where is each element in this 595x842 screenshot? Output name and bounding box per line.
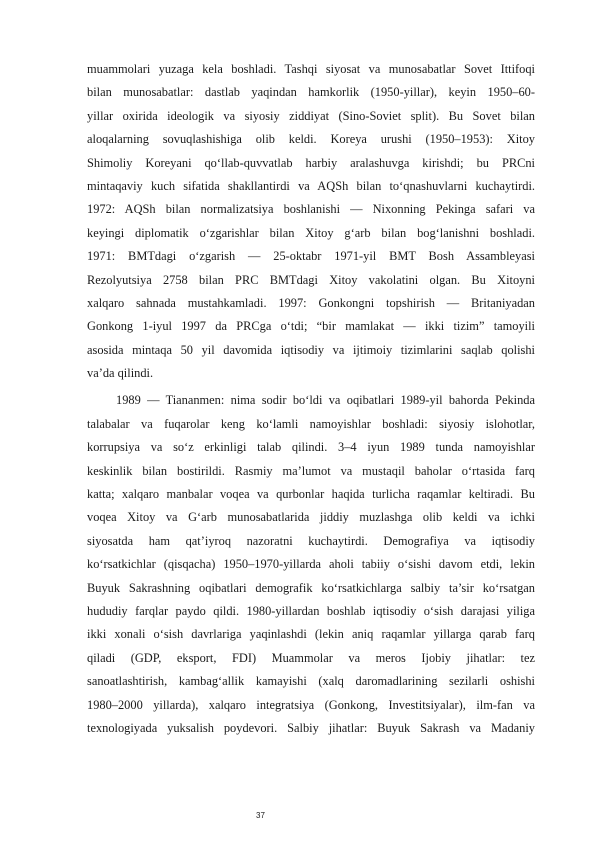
- text-line: 1980–2000 yillarda), xalqaro integratsiya (Gonkong, Investitsiyalar), ilm-fan va: [87, 697, 535, 712]
- text-line: va’da qilindi.: [87, 366, 154, 381]
- text-line: mintaqaviy kuch sifatida shakllantirdi va AQSh bilan to‘qnashuvlarni kuchaytirdi.: [87, 178, 535, 193]
- text-line: asosida mintaqa 50 yil davomida iqtisodiy va ijtimoiy tizimlarini saqlab qolishi: [87, 342, 535, 357]
- text-line: bilan munosabatlar: dastlab yaqindan hamkorlik (1950-yillar), keyin 1950–60-: [87, 85, 535, 100]
- text-line: sanoatlashtirish, kambag‘allik kamayishi (xalq daromadlarining sezilarli oshishi: [87, 674, 535, 689]
- text-line: yillar oxirida ideologik va siyosiy ziddiyat (Sino-Soviet split). Bu Sovet bilan: [87, 108, 535, 123]
- text-line: xalqaro sahnada mustahkamladi. 1997: Gonkongni topshirish — Britaniyadan: [87, 295, 535, 310]
- text-line: ikki xonali o‘sish davrlariga yaqinlashdi (lekin aniq raqamlar yillarga qarab farq: [87, 627, 535, 642]
- text-line: Gonkong 1-iyul 1997 da PRCga o‘tdi; “bir mamlakat — ikki tizim” tamoyili: [87, 319, 535, 334]
- text-line: hududiy farqlar paydo qildi. 1980-yillardan boshlab iqtisodiy o‘sish darajasi yiliga: [87, 603, 535, 618]
- page-number: 37: [256, 811, 265, 820]
- text-line-indented: 1989 — Tiananmen: nima sodir bo‘ldi va oqibatlari 1989-yil bahorda Pekinda: [116, 393, 535, 408]
- text-line: katta; xalqaro manbalar voqea va qurbonlar haqida turlicha raqamlar keltiradi. Bu: [87, 487, 535, 502]
- text-line: korrupsiya va so‘z erkinligi talab qilindi. 3–4 iyun 1989 tunda namoyishlar: [87, 440, 535, 455]
- text-line: aloqalarning sovuqlashishiga olib keldi. Koreya urushi (1950–1953): Xitoy: [87, 132, 535, 147]
- text-line: qiladi (GDP, eksport, FDI) Muammolar va meros Ijobiy jihatlar: tez: [87, 650, 535, 665]
- text-line: Rezolyutsiya 2758 bilan PRC BMTdagi Xitoy vakolatini olgan. Bu Xitoyni: [87, 272, 535, 287]
- text-line: 1972: AQSh bilan normalizatsiya boshlanishi — Nixonning Pekinga safari va: [87, 202, 535, 217]
- text-line: 1971: BMTdagi o‘zgarish — 25-oktabr 1971-yil BMT Bosh Assambleyasi: [87, 249, 535, 264]
- text-line: keyingi diplomatik o‘zgarishlar bilan Xitoy g‘arb bilan bog‘lanishni boshladi.: [87, 225, 535, 240]
- text-line: texnologiyada yuksalish poydevori. Salbiy jihatlar: Buyuk Sakrash va Madaniy: [87, 720, 535, 735]
- paragraph-tiananmen: [87, 389, 535, 740]
- text-line: muammolari yuzaga kela boshladi. Tashqi siyosat va munosabatlar Sovet Ittifoqi: [87, 62, 535, 76]
- text-line: talabalar va fuqarolar keng ko‘lamli namoyishlar boshladi: siyosiy islohotlar,: [87, 416, 535, 431]
- text-line: Buyuk Sakrashning oqibatlari demografik ko‘rsatkichlarga salbiy ta’sir ko‘rsatgan: [87, 580, 535, 595]
- text-line: siyosatda ham qat’iyroq nazoratni kuchaytirdi. Demografiya va iqtisodiy: [87, 533, 535, 548]
- text-line: voqea Xitoy va G‘arb munosabatlarida jiddiy muzlashga olib keldi va ichki: [87, 510, 535, 525]
- document-body: [87, 58, 535, 740]
- text-line: Shimoliy Koreyani qo‘llab-quvvatlab harbiy aralashuvga kirishdi; bu PRCni: [87, 155, 535, 170]
- text-line: ko‘rsatkichlar (qisqacha) 1950–1970-yillarda aholi tabiiy o‘sishi davom etdi, lekin: [87, 557, 535, 572]
- paragraph-foreign-policy: [87, 58, 535, 385]
- text-line: keskinlik bilan bostirildi. Rasmiy ma’lumot va mustaqil baholar o‘rtasida farq: [87, 463, 535, 478]
